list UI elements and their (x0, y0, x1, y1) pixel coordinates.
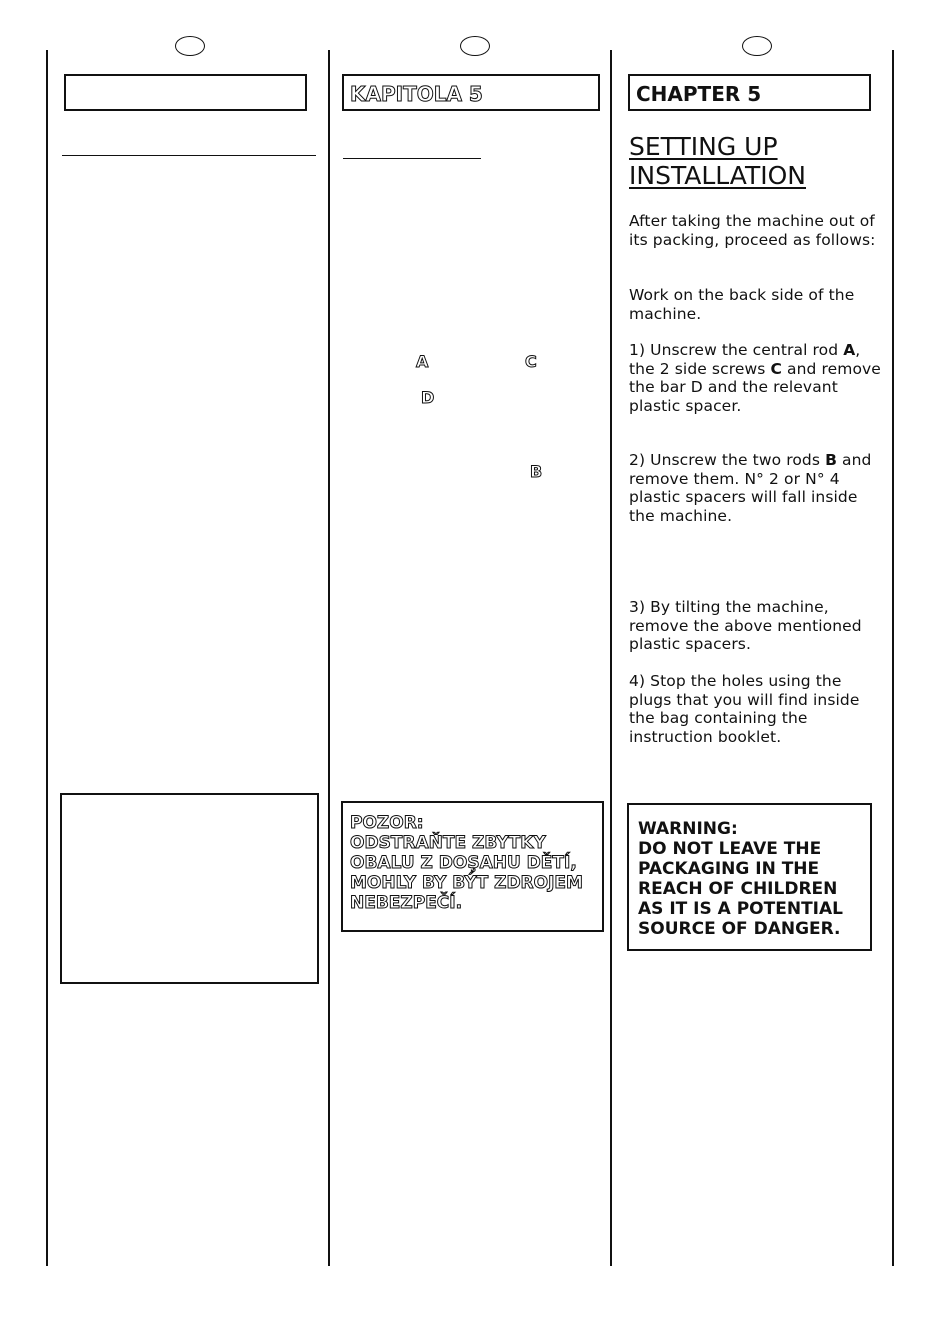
language-oval-left (175, 36, 205, 56)
step1-mid: , the 2 side screws (629, 341, 861, 378)
step2-prefix: 2) Unscrew the two rods (629, 451, 826, 469)
step1-ref-c: C (770, 359, 782, 378)
column-divider-right (892, 50, 894, 1266)
intro-paragraph: After taking the machine out of its packing, proceed as follows: (629, 212, 876, 249)
ref-letter-d-middle: D (421, 388, 435, 407)
warning-box-right (627, 803, 872, 951)
chapter-box-right (628, 74, 871, 111)
ref-letter-c-middle: C (525, 352, 537, 371)
language-oval-right (742, 36, 772, 56)
ref-letter-b-middle: B (530, 462, 543, 481)
column-divider-middle-left (328, 50, 330, 1266)
step3-paragraph: 3) By tilting the machine, remove the above mentioned plastic spacers. (629, 598, 862, 653)
warning-box-middle (341, 801, 604, 932)
section-title-line1: SETTING UP (629, 132, 778, 161)
step2-suffix: and remove them. N° 2 or N° 4 plastic spacers will fall inside the machine. (629, 451, 872, 525)
step1-prefix: 1) Unscrew the central rod (629, 341, 844, 359)
column-divider-middle-right (610, 50, 612, 1266)
title-underline-middle (343, 158, 481, 159)
warning-text-middle: POZOR: ODSTRAŇTE ZBYTKY OBALU Z DOŞAHU DĚTÍ, MOHLY BY BÝT ZDROJEM NEBEZPEČÍ. (350, 813, 583, 913)
language-oval-middle (460, 36, 490, 56)
section-title (629, 132, 806, 190)
step1-paragraph (629, 341, 881, 415)
warning-text-right: WARNING: DO NOT LEAVE THE PACKAGING IN THE REACH OF CHILDREN AS IT IS A POTENTIAL SOURCE OF DANGER. (638, 819, 843, 939)
ref-letter-a-middle: A (416, 352, 429, 371)
step1-suffix: and remove the bar D and the relevant plastic spacer. (629, 359, 881, 415)
section-title-line2: INSTALLATION (629, 161, 806, 190)
chapter-label-middle: KAPITOLA 5 (350, 82, 483, 106)
chapter-label-right: CHAPTER 5 (636, 82, 762, 106)
title-underline-left (62, 155, 316, 156)
step1-ref-a: A (843, 341, 856, 359)
step4-paragraph: 4) Stop the holes using the plugs that you will find inside the bag containing the instruction booklet. (629, 672, 860, 746)
step2-paragraph (629, 451, 881, 525)
chapter-box-middle (342, 74, 600, 111)
step2-ref-b: B (825, 451, 837, 469)
warning-box-left (60, 793, 319, 984)
work-back-paragraph: Work on the back side of the machine. (629, 286, 855, 323)
column-divider-left (46, 50, 48, 1266)
chapter-box-left (64, 74, 307, 111)
